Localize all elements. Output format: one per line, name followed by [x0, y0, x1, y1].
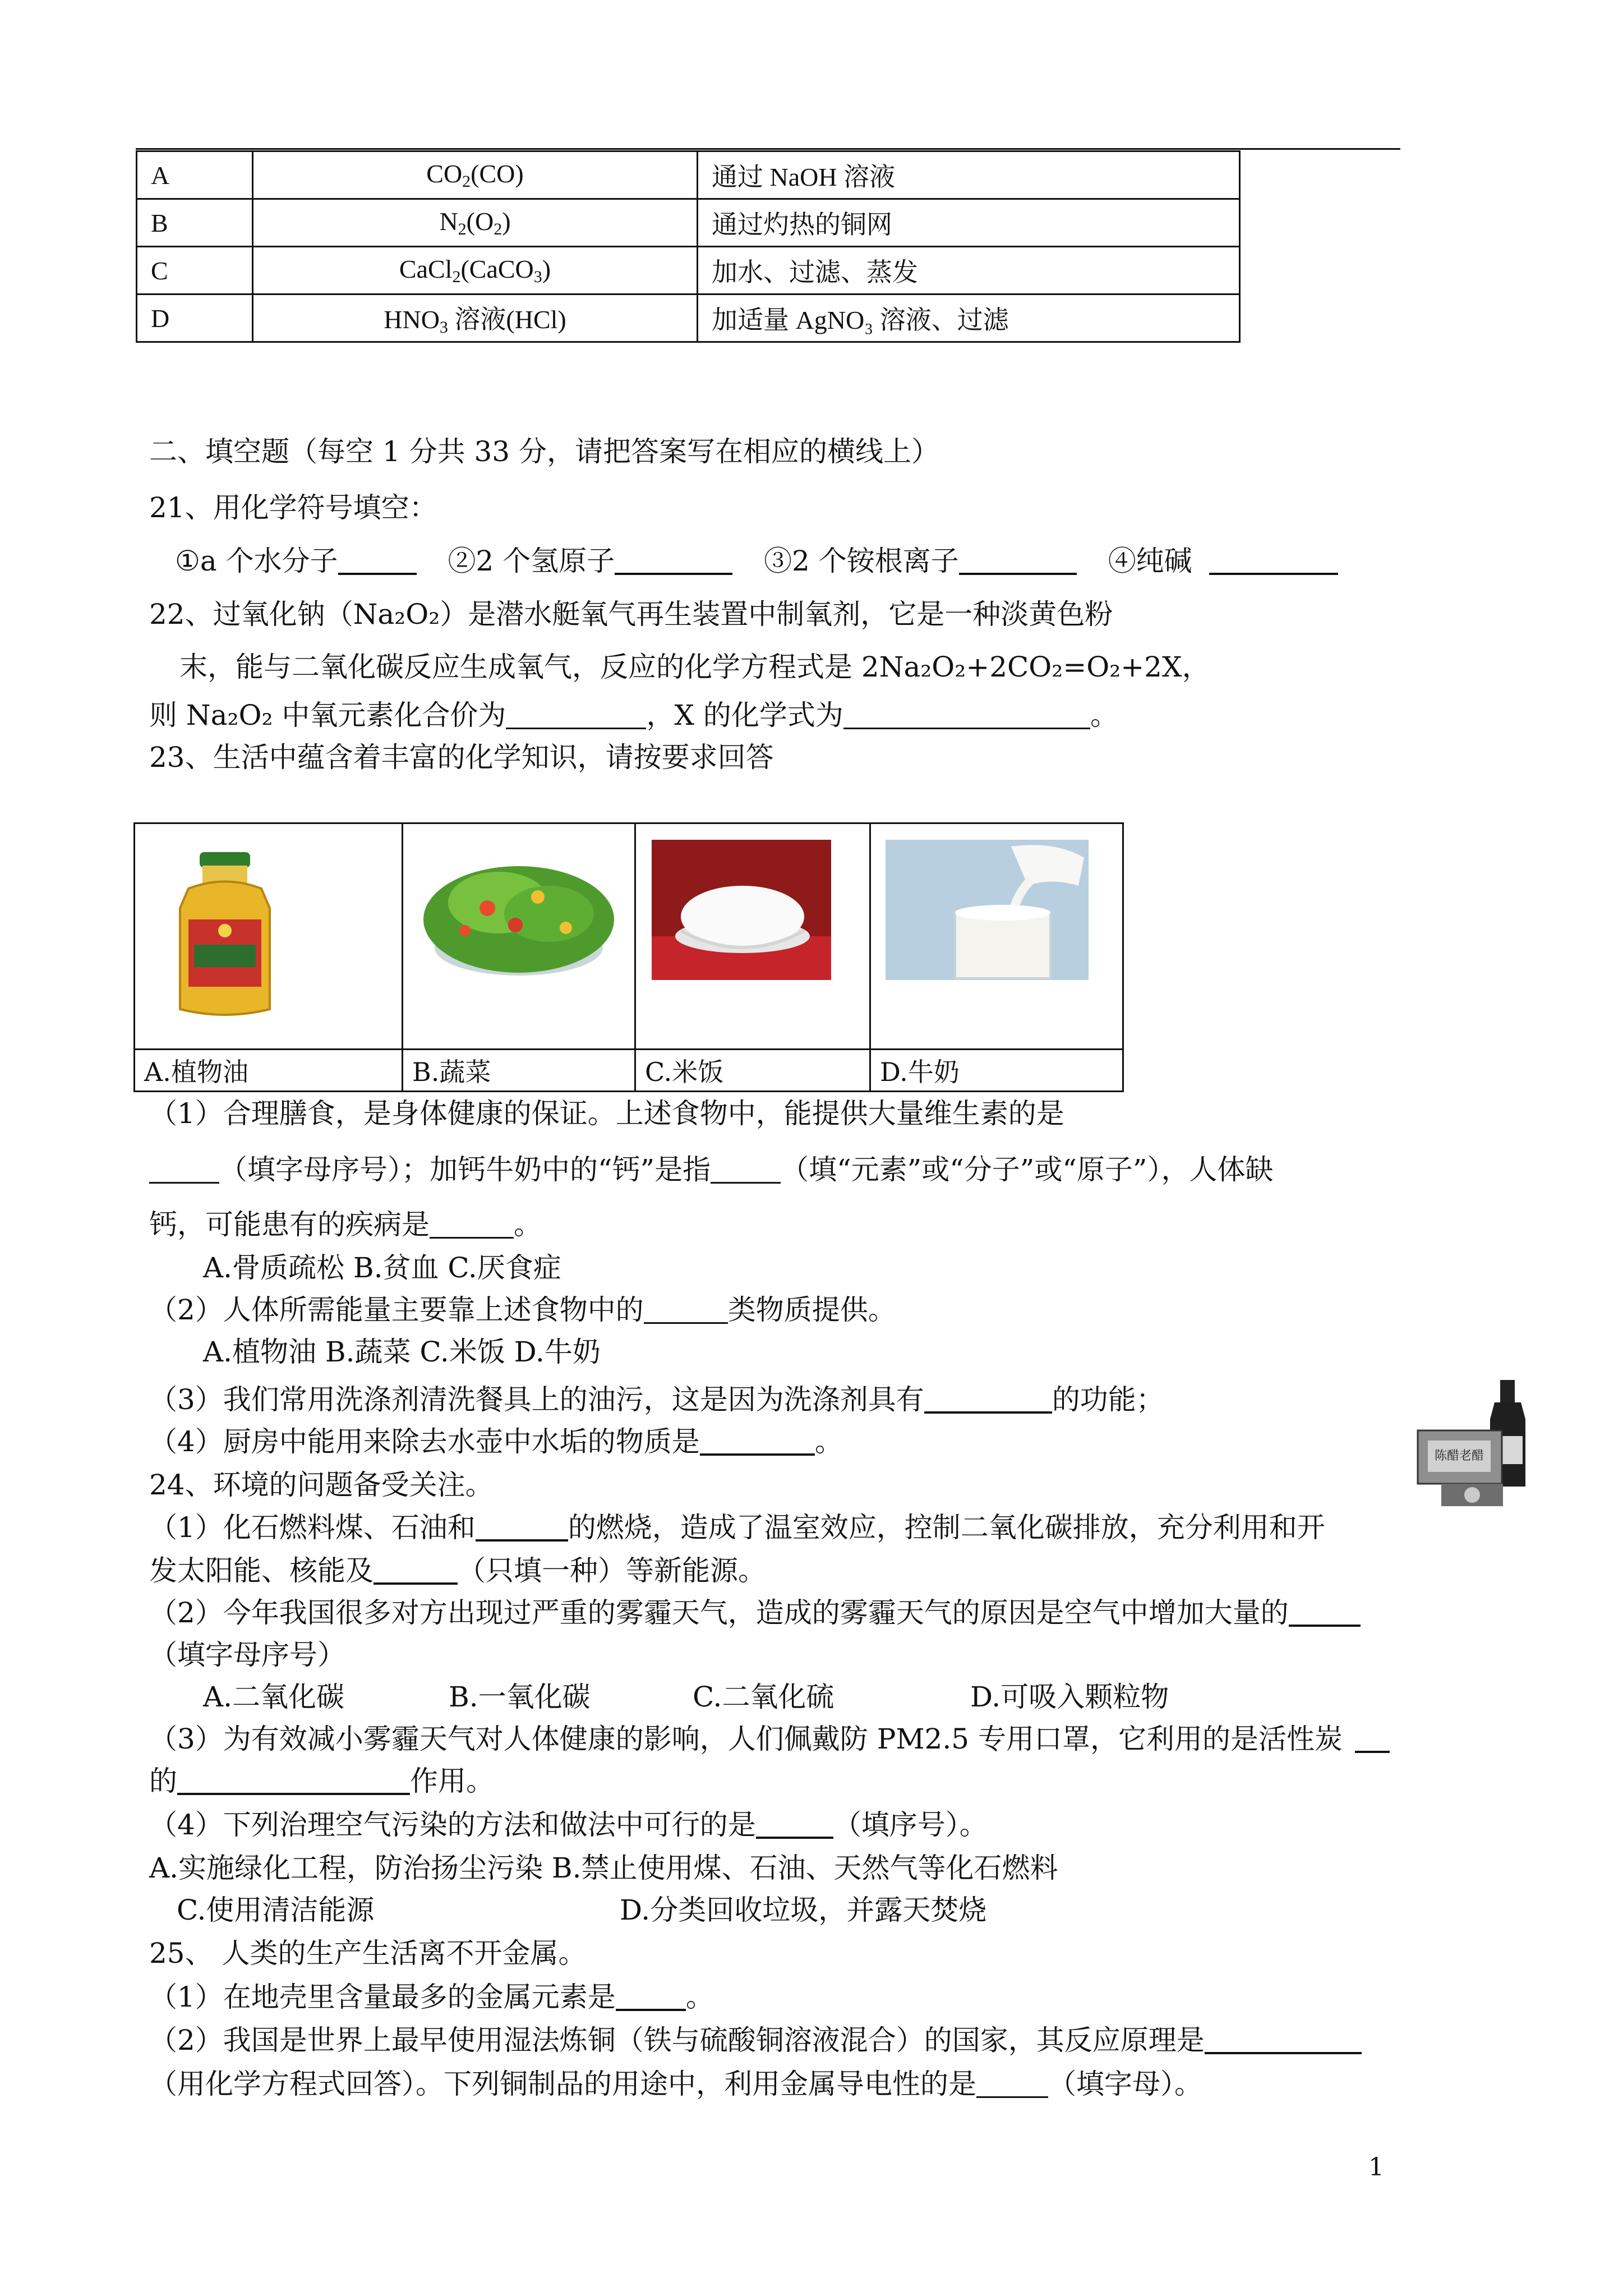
q24-p1-line2: 发太阳能、核能及 （只填一种）等新能源。: [149, 1554, 766, 1587]
q23-p1-options: A.骨质疏松 B.贫血 C.厌食症: [203, 1251, 561, 1284]
salad-image: [403, 824, 634, 1042]
q23-p2-options: A.植物油 B.蔬菜 C.米饭 D.牛奶: [203, 1336, 601, 1368]
answer-blank[interactable]: [1289, 1599, 1361, 1627]
q25-p2-line2: （用化学方程式回答）。下列铜制品的用途中，利用金属导电性的是 （填字母）。: [149, 2068, 1202, 2100]
substance-cell: $CO_2(CO)$: [253, 151, 698, 199]
answer-blank[interactable]: [756, 1811, 833, 1839]
row-letter: D: [137, 295, 253, 342]
q24-p2-line2: （填字母序号）: [149, 1639, 345, 1671]
q21-item-3: ③2 个铵根离子: [764, 545, 959, 577]
answer-blank[interactable]: [924, 1386, 1052, 1414]
answer-blank[interactable]: [177, 1767, 410, 1795]
section-heading: 二、填空题（每空 1 分共 33 分，请把答案写在相应的横线上）: [149, 435, 940, 468]
food-image-cell: [403, 823, 635, 1050]
food-label: B.蔬菜: [403, 1050, 635, 1092]
substance-cell: $HNO_3$ 溶液(HCl): [253, 295, 698, 342]
row-letter: A: [137, 151, 253, 199]
method-cell: 加水、过滤、蒸发: [698, 247, 1240, 295]
food-label: C.米饭: [635, 1050, 870, 1092]
oil-bottle-image: [135, 824, 402, 1042]
answer-blank[interactable]: [843, 702, 1090, 729]
method-cell: 通过 NaOH 溶液: [698, 151, 1240, 199]
answer-blank[interactable]: [430, 1211, 514, 1239]
q22-line2: 末，能与二氧化碳反应生成氧气，反应的化学方程式是 2Na₂O₂+2CO₂=O₂+2X，: [179, 651, 1210, 683]
q23-title: 23、生活中蕴含着丰富的化学知识，请按要求回答: [149, 741, 774, 774]
page-number: 1: [1368, 2153, 1384, 2182]
answer-blank[interactable]: [711, 1156, 781, 1184]
q24-p2-line1: （2）今年我国很多对方出现过严重的雾霾天气，造成的雾霾天气的原因是空气中增加大量的: [149, 1599, 1361, 1627]
answer-blank[interactable]: [644, 1296, 728, 1324]
q24-p2-option-d: D.可吸入颗粒物: [970, 1681, 1169, 1713]
table-row: [137, 247, 1240, 295]
reagent-table: [136, 150, 1241, 343]
q21-title: 21、用化学符号填空：: [149, 491, 437, 524]
answer-blank[interactable]: [1355, 1725, 1390, 1753]
food-image-cell: [870, 823, 1123, 1050]
q23-p1-line3: 钙，可能患有的疾病是 。: [149, 1208, 542, 1241]
q25-title: 25、 人类的生产生活离不开金属。: [149, 1937, 587, 1970]
rice-bowl-image: [636, 824, 869, 1042]
q22-line1: 22、过氧化钠（Na₂O₂）是潜水艇氧气再生装置中制氧剂，它是一种淡黄色粉: [149, 598, 1113, 631]
vinegar-label: 陈醋老醋: [1434, 1449, 1484, 1463]
q21-item-4: ④纯碱: [1108, 545, 1192, 577]
food-label: D.牛奶: [870, 1050, 1123, 1092]
table-row: [137, 151, 1240, 199]
q24-p4-option-d: D.分类回收垃圾，并露天焚烧: [620, 1894, 987, 1926]
answer-blank[interactable]: [959, 547, 1077, 575]
table-row: [137, 295, 1240, 342]
answer-blank[interactable]: [700, 1428, 815, 1456]
q23-p4: （4）厨房中能用来除去水壶中水垢的物质是 。: [149, 1425, 843, 1458]
table-row: [137, 199, 1240, 247]
method-cell: 加适量 AgNO₃ 溶液、过滤: [698, 295, 1240, 342]
food-table: [133, 822, 1124, 1092]
q21-item-2: ②2 个氢原子: [448, 545, 615, 577]
q24-p2-option-a: A.二氧化碳: [203, 1681, 345, 1713]
q24-title: 24、环境的问题备受关注。: [149, 1469, 494, 1501]
q23-p2-line1: （2）人体所需能量主要靠上述食物中的 类物质提供。: [149, 1294, 896, 1326]
q21-item-1: ①a 个水分子: [175, 545, 338, 577]
answer-blank[interactable]: [476, 1513, 568, 1542]
q23-p1-line1: （1）合理膳食，是身体健康的保证。上述食物中，能提供大量维生素的是: [149, 1097, 1064, 1130]
q24-p1-line1: （1）化石燃料煤、石油和 的燃烧，造成了温室效应，控制二氧化碳排放，充分利用和开: [149, 1511, 1325, 1544]
answer-blank[interactable]: [615, 547, 732, 575]
q25-p1: （1）在地壳里含量最多的金属元素是 。: [149, 1981, 714, 2013]
q24-p4-options-row1: A.实施绿化工程，防治扬尘污染 B.禁止使用煤、石油、天然气等化石燃料: [149, 1852, 1058, 1884]
answer-blank[interactable]: [1205, 2026, 1362, 2054]
q24-p2-option-c: C.二氧化硫: [693, 1681, 834, 1713]
q24-p2-option-b: B.一氧化碳: [449, 1681, 591, 1713]
substance-cell: CaCl$_2$(CaCO$_3$): [253, 247, 698, 295]
q23-p1-line2: （填字母序号）；加钙牛奶中的“钙”是指 （填“元素”或“分子”或“原子”），人体缺: [149, 1156, 1274, 1184]
answer-blank[interactable]: [338, 547, 417, 575]
milk-image: [871, 824, 1122, 1042]
method-cell: 通过灼热的铜网: [698, 199, 1240, 247]
q24-p3-line2: 的 作用。: [149, 1765, 494, 1797]
row-letter: C: [137, 247, 253, 295]
answer-blank[interactable]: [976, 2070, 1048, 2098]
q24-p3-line1: （3）为有效减小雾霾天气对人体健康的影响，人们佩戴防 PM2.5 专用口罩，它利用的是活性炭: [149, 1725, 1390, 1753]
food-image-cell: [135, 823, 403, 1050]
q21-items: [175, 547, 1338, 575]
row-letter: B: [137, 199, 253, 247]
answer-blank[interactable]: [149, 1156, 219, 1184]
answer-blank[interactable]: [1209, 547, 1338, 575]
vinegar-image: [1413, 1374, 1553, 1521]
answer-blank[interactable]: [616, 1983, 686, 2011]
q24-p4-option-c: C.使用清洁能源: [177, 1894, 375, 1926]
q22-line3: 则 Na₂O₂ 中氧元素化合价为 ，X 的化学式为 。: [149, 699, 1118, 731]
food-image-cell: [635, 823, 870, 1050]
substance-cell: $N_2(O_2)$: [253, 199, 698, 247]
top-rule: [136, 148, 1400, 150]
answer-blank[interactable]: [374, 1557, 458, 1585]
answer-blank[interactable]: [506, 702, 646, 729]
q24-p4-line1: （4）下列治理空气污染的方法和做法中可行的是 （填序号）。: [149, 1809, 988, 1841]
q23-p3: （3）我们常用洗涤剂清洗餐具上的油污，这是因为洗涤剂具有 的功能；: [149, 1383, 1164, 1416]
q25-p2-line1: （2）我国是世界上最早使用湿法炼铜（铁与硫酸铜溶液混合）的国家，其反应原理是: [149, 2026, 1362, 2054]
food-label: A.植物油: [135, 1050, 403, 1092]
